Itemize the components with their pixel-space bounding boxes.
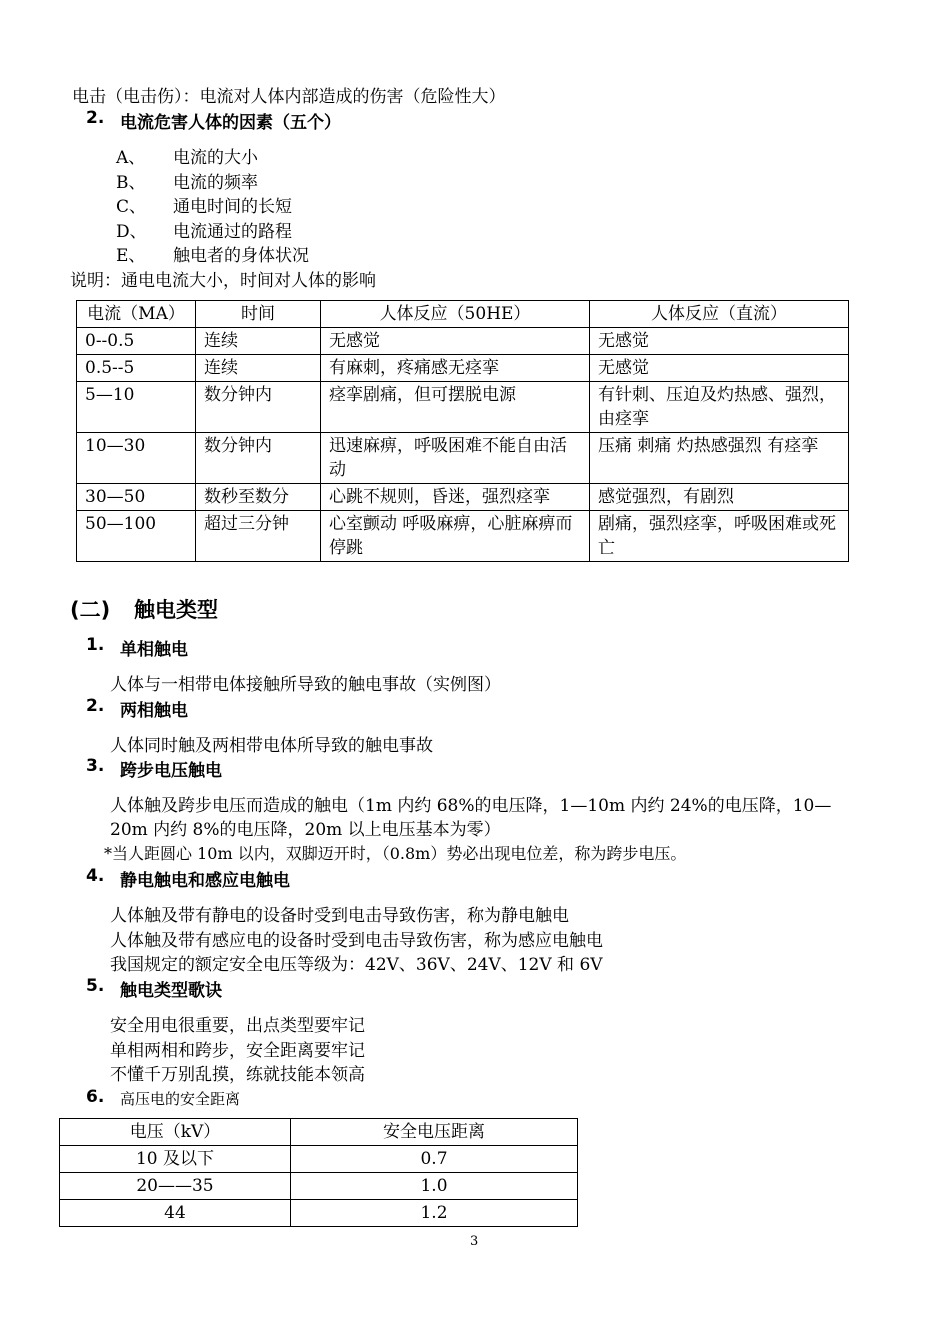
- table-cell: 超过三分钟: [196, 511, 321, 562]
- item-number: 3.: [86, 756, 105, 776]
- factor-text: 电流的频率: [173, 173, 258, 193]
- table-cell: 连续: [196, 328, 321, 355]
- header-cell: 人体反应（直流）: [590, 301, 849, 328]
- item-title: 触电类型歌诀: [120, 981, 222, 1001]
- table-cell: 压痛 刺痛 灼热感强烈 有痉挛: [590, 433, 849, 484]
- table-cell: 30—50: [77, 484, 196, 511]
- factor-text: 触电者的身体状况: [173, 246, 309, 266]
- item-text: 人体触及带有感应电的设备时受到电击导致伤害，称为感应电触电: [110, 931, 603, 951]
- table-row: [77, 382, 849, 433]
- table-row: [60, 1173, 578, 1200]
- table-cell: 数分钟内: [196, 433, 321, 484]
- item-number: 5.: [86, 976, 105, 996]
- item-number: 6.: [86, 1087, 105, 1107]
- item-text: 我国规定的额定安全电压等级为：42V、36V、24V、12V 和 6V: [110, 955, 603, 975]
- table-cell: 数秒至数分: [196, 484, 321, 511]
- table-cell: 50—100: [77, 511, 196, 562]
- factor-text: 通电时间的长短: [173, 197, 292, 217]
- table-cell: 痉挛剧痛，但可摆脱电源: [321, 382, 590, 433]
- item-note: *当人距圆心 10m 以内，双脚迈开时，（0.8m）势必出现电位差，称为跨步电压。: [104, 844, 687, 863]
- verse-line: 安全用电很重要，出点类型要牢记: [110, 1016, 365, 1036]
- item-title: 两相触电: [120, 701, 188, 721]
- table-note: 说明：通电电流大小，时间对人体的影响: [70, 271, 376, 291]
- table-cell: 有麻刺，疼痛感无痉挛: [321, 355, 590, 382]
- table-cell: 数分钟内: [196, 382, 321, 433]
- table-cell: 5—10: [77, 382, 196, 433]
- item-number: 2.: [86, 696, 105, 716]
- table-cell: 44: [60, 1200, 291, 1227]
- table-cell: 0.5--5: [77, 355, 196, 382]
- section-title: 触电类型: [134, 598, 218, 622]
- item-text: 人体同时触及两相带电体所导致的触电事故: [110, 736, 433, 756]
- factor-letter: A、: [116, 148, 146, 168]
- factor-letter: B、: [116, 173, 146, 193]
- table-row: [77, 433, 849, 484]
- table-row: [77, 328, 849, 355]
- header-cell: 时间: [196, 301, 321, 328]
- table-row: [77, 484, 849, 511]
- intro-line: 电击（电击伤）：电流对人体内部造成的伤害（危险性大）: [72, 87, 506, 107]
- item-text: 人体触及带有静电的设备时受到电击导致伤害，称为静电触电: [110, 906, 569, 926]
- table-cell: 感觉强烈，有剧烈: [590, 484, 849, 511]
- item-number: 1.: [86, 635, 105, 655]
- section-2-number: 2.: [86, 108, 105, 128]
- item-number: 4.: [86, 866, 105, 886]
- table-cell: 20——35: [60, 1173, 291, 1200]
- section-number: (二): [70, 598, 111, 622]
- header-cell: 人体反应（50HE）: [321, 301, 590, 328]
- table-row: [77, 511, 849, 562]
- table-header-row: [60, 1119, 578, 1146]
- header-cell: 电压（kV）: [60, 1119, 291, 1146]
- table-cell: 心跳不规则，昏迷，强烈痉挛: [321, 484, 590, 511]
- table-row: [60, 1146, 578, 1173]
- item-title: 单相触电: [120, 640, 188, 660]
- header-cell: 电流（MA）: [77, 301, 196, 328]
- table-cell: 迅速麻痹，呼吸困难不能自由活动: [321, 433, 590, 484]
- item-title: 高压电的安全距离: [120, 1090, 241, 1108]
- table-cell: 1.2: [291, 1200, 578, 1227]
- verse-line: 单相两相和跨步，安全距离要牢记: [110, 1041, 365, 1061]
- table-row: [77, 355, 849, 382]
- table-cell: 有针刺、压迫及灼热感、强烈，由痉挛: [590, 382, 849, 433]
- table-cell: 0.7: [291, 1146, 578, 1173]
- factor-text: 电流的大小: [173, 148, 258, 168]
- table-header-row: [77, 301, 849, 328]
- page-number: 3: [470, 1234, 479, 1249]
- item-text: 人体与一相带电体接触所导致的触电事故（实例图）: [110, 675, 501, 695]
- factor-letter: E、: [116, 246, 146, 266]
- item-text: 人体触及跨步电压而造成的触电（1m 内约 68%的电压降，1—10m 内约 24%的电压降，10—: [110, 796, 832, 816]
- safety-distance-table: [59, 1118, 578, 1227]
- table-row: [60, 1200, 578, 1227]
- table-cell: 无感觉: [321, 328, 590, 355]
- section-2-title: 电流危害人体的因素（五个）: [120, 113, 341, 133]
- verse-line: 不懂千万别乱摸，练就技能本领高: [110, 1065, 365, 1085]
- header-cell: 安全电压距离: [291, 1119, 578, 1146]
- table-cell: 无感觉: [590, 328, 849, 355]
- item-text: 20m 内约 8%的电压降，20m 以上电压基本为零）: [110, 820, 501, 840]
- factor-letter: D、: [116, 222, 147, 242]
- table-cell: 1.0: [291, 1173, 578, 1200]
- item-title: 静电触电和感应电触电: [120, 871, 290, 891]
- current-effects-table: [76, 300, 849, 562]
- factor-text: 电流通过的路程: [173, 222, 292, 242]
- table-cell: 10—30: [77, 433, 196, 484]
- table-cell: 连续: [196, 355, 321, 382]
- factor-letter: C、: [116, 197, 147, 217]
- table-cell: 心室颤动 呼吸麻痹，心脏麻痹而停跳: [321, 511, 590, 562]
- table-cell: 剧痛，强烈痉挛，呼吸困难或死亡: [590, 511, 849, 562]
- table-cell: 无感觉: [590, 355, 849, 382]
- item-title: 跨步电压触电: [120, 761, 222, 781]
- table-cell: 0--0.5: [77, 328, 196, 355]
- table-cell: 10 及以下: [60, 1146, 291, 1173]
